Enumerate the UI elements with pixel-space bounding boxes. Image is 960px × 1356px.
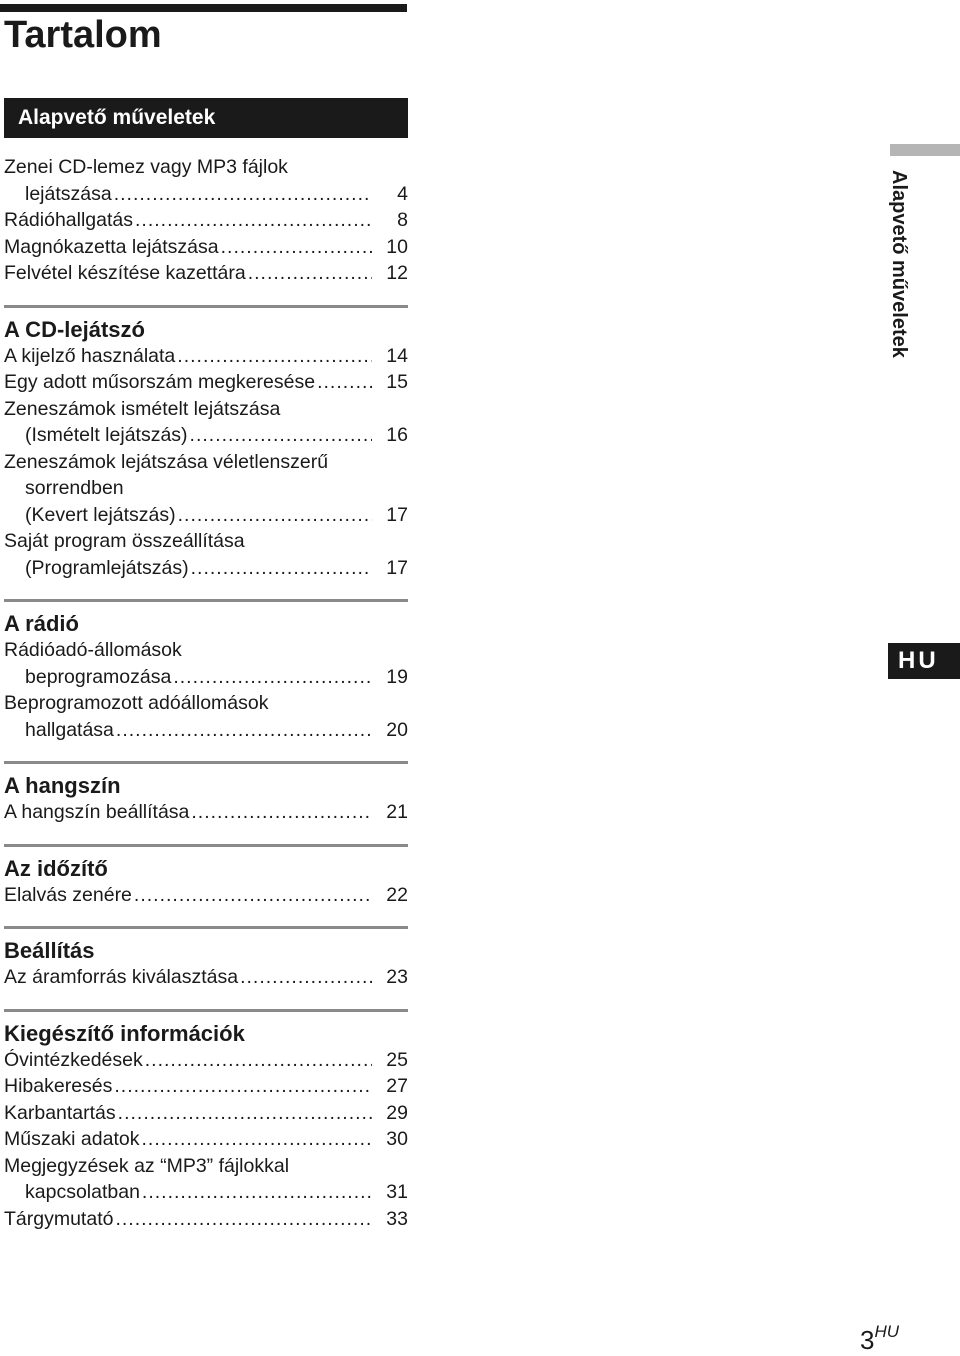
toc-page-number: 12 bbox=[386, 262, 408, 284]
side-tab-marker bbox=[890, 144, 960, 156]
toc-entry bbox=[4, 1206, 408, 1233]
toc-entry bbox=[4, 1100, 408, 1127]
toc-entry bbox=[4, 343, 408, 370]
toc-entry-line bbox=[4, 799, 408, 826]
toc-page-number: 17 bbox=[386, 503, 408, 526]
toc-entry-text: Rádióadó-állomások bbox=[4, 639, 182, 661]
toc-leader-dots bbox=[118, 1100, 372, 1127]
toc-entry-text: Tárgymutató bbox=[4, 1206, 115, 1233]
toc-entry-text: Felvétel készítése kazettára bbox=[4, 260, 248, 287]
toc-entry bbox=[4, 1153, 408, 1206]
toc-entry-text: kapcsolatban bbox=[25, 1179, 142, 1206]
toc-leader-dots bbox=[178, 502, 372, 529]
page-title: Tartalom bbox=[4, 14, 162, 56]
language-badge: HU bbox=[888, 643, 960, 679]
toc-leader-dots bbox=[221, 234, 372, 261]
toc-entry bbox=[4, 882, 408, 909]
toc-entry-text: Hibakeresés bbox=[4, 1073, 114, 1100]
toc-entry-line bbox=[4, 1179, 408, 1206]
toc-entry-text: Rádióhallgatás bbox=[4, 207, 135, 234]
toc-entry-text: Saját program összeállítása bbox=[4, 530, 245, 552]
toc-section bbox=[4, 926, 408, 991]
toc-entry-line bbox=[4, 1073, 408, 1100]
page-number bbox=[860, 1322, 899, 1356]
toc-entry-text: Beprogramozott adóállomások bbox=[4, 692, 269, 714]
toc-entry bbox=[4, 528, 408, 581]
toc-page-number: 25 bbox=[386, 1048, 408, 1071]
toc-entry-text: Karbantartás bbox=[4, 1100, 118, 1127]
toc-leader-dots bbox=[114, 181, 372, 208]
toc-entry-text: Műszaki adatok bbox=[4, 1126, 141, 1153]
toc-entry-line bbox=[4, 369, 408, 396]
toc-entry bbox=[4, 396, 408, 449]
toc-leader-dots bbox=[142, 1179, 372, 1206]
toc-leader-dots bbox=[248, 260, 372, 287]
toc-leader-dots bbox=[191, 799, 372, 826]
toc-entry bbox=[4, 690, 408, 743]
toc-page-number: 30 bbox=[386, 1128, 408, 1150]
toc-leader-dots bbox=[317, 369, 372, 396]
toc-entry-text: sorrendben bbox=[25, 477, 124, 499]
toc-entry bbox=[4, 369, 408, 396]
toc-entry-line bbox=[4, 207, 408, 234]
toc-page-number: 31 bbox=[386, 1181, 408, 1203]
toc-entry-line bbox=[4, 234, 408, 261]
toc-page-number: 15 bbox=[386, 371, 408, 393]
toc-page-number: 10 bbox=[386, 235, 408, 258]
page-number-value: 3 bbox=[860, 1325, 875, 1355]
toc-section-basic bbox=[4, 154, 408, 287]
toc-entry-line bbox=[4, 260, 408, 287]
table-of-contents bbox=[4, 154, 408, 1232]
toc-leader-dots bbox=[145, 1047, 372, 1074]
toc-entry-line bbox=[4, 502, 408, 529]
page-number-suffix: HU bbox=[874, 1322, 900, 1341]
toc-entry-text: Egy adott műsorszám megkeresése bbox=[4, 369, 317, 396]
toc-leader-dots bbox=[141, 1126, 372, 1153]
toc-leader-dots bbox=[190, 422, 372, 449]
toc-entry-line bbox=[4, 1206, 408, 1233]
toc-entry bbox=[4, 1073, 408, 1100]
toc-entry bbox=[4, 964, 408, 991]
toc-entry-line bbox=[4, 717, 408, 744]
toc-entry bbox=[4, 1126, 408, 1153]
toc-page-number: 27 bbox=[386, 1075, 408, 1097]
toc-section-heading: A rádió bbox=[4, 599, 408, 637]
toc-entry-text: A kijelző használata bbox=[4, 343, 177, 370]
toc-entry-text: (Programlejátszás) bbox=[25, 555, 191, 582]
toc-entry-text: hallgatása bbox=[25, 717, 116, 744]
toc-page-number: 4 bbox=[397, 182, 408, 205]
toc-leader-dots bbox=[177, 343, 372, 370]
toc-entry bbox=[4, 1047, 408, 1074]
toc-leader-dots bbox=[134, 882, 372, 909]
toc-entry bbox=[4, 449, 408, 529]
toc-leader-dots bbox=[135, 207, 372, 234]
toc-entry-text: (Kevert lejátszás) bbox=[25, 502, 178, 529]
toc-entry bbox=[4, 799, 408, 826]
toc-entry-text: Megjegyzések az “MP3” fájlokkal bbox=[4, 1154, 290, 1177]
toc-entry-line bbox=[4, 882, 408, 909]
toc-entry bbox=[4, 154, 408, 207]
toc-leader-dots bbox=[116, 717, 372, 744]
toc-entry-line bbox=[4, 1126, 408, 1153]
toc-entry-text: Óvintézkedések bbox=[4, 1047, 145, 1074]
toc-entry bbox=[4, 637, 408, 690]
toc-page-number: 33 bbox=[386, 1207, 408, 1230]
toc-page-number: 8 bbox=[397, 209, 408, 231]
toc-page-number: 14 bbox=[386, 344, 408, 367]
toc-entry-text: Zeneszámok lejátszása véletlenszerű bbox=[4, 450, 329, 473]
toc-entry-line bbox=[4, 664, 408, 691]
toc-leader-dots bbox=[114, 1073, 372, 1100]
toc-entry bbox=[4, 260, 408, 287]
toc-section bbox=[4, 844, 408, 909]
toc-entry-line bbox=[4, 555, 408, 582]
toc-entry-line bbox=[4, 181, 408, 208]
toc-page-number: 19 bbox=[386, 665, 408, 688]
toc-page-number: 23 bbox=[386, 966, 408, 988]
toc-leader-dots bbox=[240, 964, 372, 991]
toc-section-heading: A CD-lejátszó bbox=[4, 305, 408, 343]
toc-entry-text: beprogramozása bbox=[25, 664, 173, 691]
toc-entry-text: A hangszín beállítása bbox=[4, 799, 191, 826]
toc-section-heading: A hangszín bbox=[4, 761, 408, 799]
toc-entry-text: Magnókazetta lejátszása bbox=[4, 234, 221, 261]
toc-entry-line bbox=[4, 1047, 408, 1074]
toc-leader-dots bbox=[191, 555, 372, 582]
section-banner: Alapvető műveletek bbox=[4, 98, 408, 138]
toc-entry-text: lejátszása bbox=[25, 181, 114, 208]
toc-entry-line bbox=[4, 422, 408, 449]
toc-entry-text: Az áramforrás kiválasztása bbox=[4, 964, 240, 991]
toc-entry-text: Zeneszámok ismételt lejátszása bbox=[4, 397, 281, 420]
toc-entry-text: Zenei CD-lemez vagy MP3 fájlok bbox=[4, 156, 288, 178]
toc-leader-dots bbox=[173, 664, 372, 691]
toc-section-heading: Beállítás bbox=[4, 926, 408, 964]
toc-page-number: 29 bbox=[386, 1101, 408, 1124]
toc-page-number: 17 bbox=[386, 556, 408, 579]
toc-entry-line bbox=[4, 964, 408, 991]
toc-page-number: 21 bbox=[386, 801, 408, 823]
toc-section bbox=[4, 305, 408, 582]
toc-entry bbox=[4, 234, 408, 261]
toc-section bbox=[4, 1009, 408, 1233]
toc-section-heading: Az időzítő bbox=[4, 844, 408, 882]
toc-entry-line bbox=[4, 1100, 408, 1127]
toc-leader-dots bbox=[115, 1206, 372, 1233]
toc-section bbox=[4, 599, 408, 743]
top-rule bbox=[0, 4, 407, 12]
toc-entry bbox=[4, 207, 408, 234]
toc-page-number: 16 bbox=[386, 424, 408, 446]
toc-page-number: 20 bbox=[386, 718, 408, 741]
side-section-label: Alapvető műveletek bbox=[888, 170, 910, 358]
toc-entry-text: (Ismételt lejátszás) bbox=[25, 422, 190, 449]
toc-section bbox=[4, 761, 408, 826]
toc-entry-line bbox=[4, 343, 408, 370]
toc-entry-text: Elalvás zenére bbox=[4, 882, 134, 909]
toc-page-number: 22 bbox=[386, 883, 408, 906]
toc-section-heading: Kiegészítő információk bbox=[4, 1009, 408, 1047]
